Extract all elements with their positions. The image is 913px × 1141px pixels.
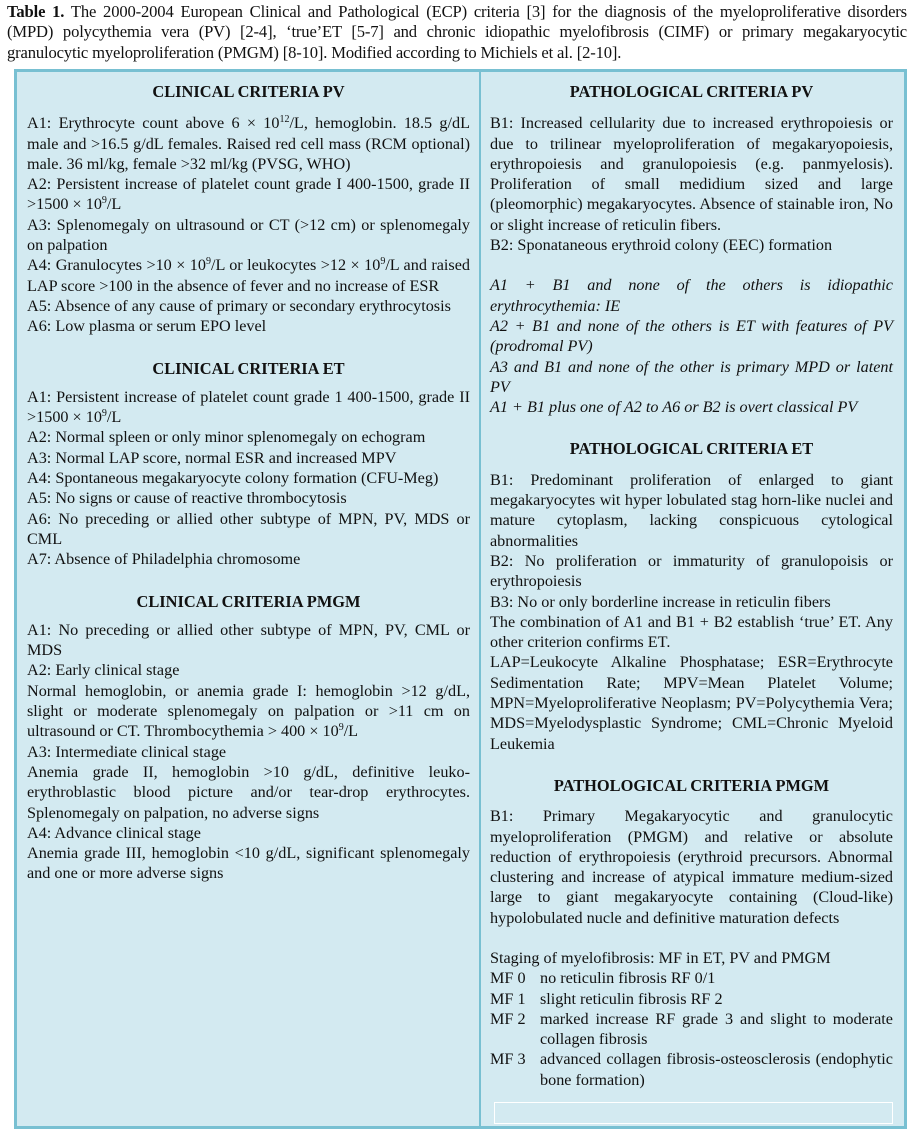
criterion-item — [27, 468, 470, 488]
pv-rule-4: A1 + B1 plus one of A2 to A6 or B2 is overt classical PV — [490, 398, 858, 417]
criterion-text: /L, hemoglobin. 18.5 g/dL male and >16.5 g/dL females. Raised red cell mass (RCM optional) male. 36 ml/kg, female >32 ml/kg (PVSG, WHO) — [27, 114, 471, 173]
exponent: 9 — [101, 408, 107, 420]
pathological-pv-b2: B2: Sponataneous erythroid colony (EEC) formation — [490, 236, 833, 255]
exponent: 12 — [279, 114, 290, 126]
criterion-item — [27, 660, 470, 680]
staging-code: MF 3 — [490, 1050, 526, 1069]
section-title-pathological-et: PATHOLOGICAL CRITERIA ET — [569, 439, 814, 459]
criterion-text: /L and raised LAP score >100 in the absence of fever and no increase of ESR — [27, 256, 470, 295]
criterion-text: A5: Absence of any cause of primary or secondary erythrocytosis — [27, 296, 451, 315]
pathological-pmgm-b1: B1: Primary Megakaryocytic and granulocytic myeloproliferation (PMGM) and relative or absolute reduction of erythropoiesis (erythroid precursors. Abnormal clustering and increase of atypical immature medium-sized large to giant megakaryocyte containing (Cloud-like) hypolobulated nucle and definitive maturation defects — [490, 807, 893, 927]
criterion-text: A4: Spontaneous megakaryocyte colony formation (CFU-Meg) — [27, 469, 439, 488]
staging-text: advanced collagen fibrosis-osteosclerosis (endophytic bone formation) — [540, 1050, 893, 1089]
criterion-item — [27, 681, 470, 742]
criterion-item — [27, 427, 470, 447]
exponent: 9 — [338, 722, 344, 734]
pathological-et-b2: B2: No proliferation or immaturity of granulopoisis or erythropoiesis — [490, 551, 893, 591]
criterion-item — [27, 620, 470, 661]
criterion-item — [27, 843, 470, 884]
criterion-text: A6: Low plasma or serum EPO level — [27, 317, 267, 336]
section-title-clinical-pv: CLINICAL CRITERIA PV — [152, 82, 345, 101]
criteria-table — [14, 69, 907, 1129]
staging-code: MF 1 — [490, 989, 526, 1008]
staging-row — [490, 1049, 893, 1090]
criterion-text: A5: No signs or cause of reactive thrombocytosis — [27, 489, 347, 508]
criterion-text: A3: Intermediate clinical stage — [27, 742, 227, 761]
section-title-clinical-et: CLINICAL CRITERIA ET — [152, 358, 345, 378]
staging-code: MF 0 — [490, 969, 526, 988]
criterion-item — [27, 488, 470, 508]
criterion-text: A1: Erythrocyte count above 6 × 10 — [27, 114, 280, 133]
criterion-text: /L — [106, 408, 122, 427]
pathological-et-b1: B1: Predominant proliferation of enlarged to giant megakaryocytes wit hyper lobulated stag horn-like nuclei and mature cytoplasm, lacking conspicuous cytological abnormalities — [490, 470, 893, 550]
et-combination-note: The combination of A1 and B1 + B2 establish ‘true’ ET. Any other criterion confirms ET. — [490, 612, 893, 652]
criterion-text: /L — [343, 722, 359, 741]
pathological-pv-b1: B1: Increased cellularity due to increased erythropoiesis or due to trilinear myeloproliferation of megakaryopoiesis, erythropoiesis and granulopoiesis (e.g. panmyelosis). Proliferation of small medidium sized and large (pleomorphic) megakaryocytes. Absence of stainable iron, No or slight increase of reticulin fibers. — [490, 114, 893, 234]
criterion-text: A6: No preceding or allied other subtype of MPN, PV, MDS or CML — [27, 509, 470, 548]
criterion-text: /L or leukocytes >12 × 10 — [210, 256, 381, 275]
criterion-text: A2: Persistent increase of platelet count grade I 400-1500, grade II >1500 × 10 — [27, 175, 470, 214]
criterion-item — [27, 296, 470, 316]
criterion-text: A4: Granulocytes >10 × 10 — [27, 256, 206, 275]
criterion-item — [27, 387, 470, 428]
clinical-et-list — [27, 387, 470, 570]
criterion-text: Normal hemoglobin, or anemia grade I: hemoglobin >12 g/dL, slight or moderate splenomegaly on palpation or >11 cm on ultrasound or CT. Thrombocythemia > 400 × 10 — [27, 681, 470, 741]
exponent: 9 — [205, 256, 211, 268]
criterion-item — [27, 174, 470, 215]
staging-title: Staging of myelofibrosis: MF in ET, PV and PMGM — [490, 948, 831, 967]
pv-rule-3: A3 and B1 and none of the other is primary MPD or latent PV — [490, 357, 893, 396]
criterion-text: A1: Persistent increase of platelet count grade 1 400-1500, grade II >1500 × 10 — [27, 387, 470, 427]
staging-row — [490, 989, 893, 1009]
clinical-pmgm-list — [27, 620, 470, 884]
criterion-item — [27, 255, 470, 296]
table-caption — [7, 2, 907, 63]
staging-row — [490, 968, 893, 988]
criterion-item — [27, 215, 470, 256]
pathological-et-b3: B3: No or only borderline increase in reticulin fibers — [490, 592, 831, 611]
pv-rule-1: A1 + B1 and none of the others is idiopathic erythrocythemia: IE — [490, 276, 893, 315]
section-title-clinical-pmgm: CLINICAL CRITERIA PMGM — [136, 591, 361, 611]
staging-text: no reticulin fibrosis RF 0/1 — [540, 969, 716, 988]
criterion-item — [27, 113, 470, 174]
exponent: 9 — [380, 256, 386, 268]
criterion-text: A2: Early clinical stage — [27, 661, 180, 680]
exponent: 9 — [101, 195, 107, 207]
criterion-item — [27, 762, 470, 823]
section-title-pathological-pv: PATHOLOGICAL CRITERIA PV — [569, 82, 814, 101]
abbreviations-note: LAP=Leukocyte Alkaline Phosphatase; ESR=Erythrocyte Sedimentation Rate; MPV=Mean Platelet Volume; MPN=Myeloproliferative Neoplasm; PV=Polycythemia Vera; MDS=Myelodysplastic Syndrome; CML=Chronic Myeloid Leukemia — [490, 653, 893, 753]
clinical-pv-list — [27, 113, 470, 336]
section-title-pathological-pmgm: PATHOLOGICAL CRITERIA PMGM — [553, 775, 830, 795]
criterion-text: /L — [106, 195, 122, 214]
criterion-text: A1: No preceding or allied other subtype of MPN, PV, CML or MDS — [27, 620, 470, 660]
criterion-text: A2: Normal spleen or only minor splenomegaly on echogram — [27, 428, 426, 447]
column-divider — [479, 72, 481, 1126]
criterion-item — [27, 742, 470, 762]
staging-code: MF 2 — [490, 1009, 526, 1028]
criterion-text: A4: Advance clinical stage — [27, 823, 201, 842]
criterion-item — [27, 509, 470, 550]
criterion-text: A3: Normal LAP score, normal ESR and increased MPV — [27, 448, 397, 467]
staging-text: marked increase RF grade 3 and slight to moderate collagen fibrosis — [540, 1009, 893, 1049]
caption-label: Table 1. — [7, 2, 65, 21]
criterion-item — [27, 549, 470, 569]
staging-text: slight reticulin fibrosis RF 2 — [540, 989, 723, 1008]
criterion-item — [27, 316, 470, 336]
staging-list — [490, 968, 893, 1090]
pathological-criteria-column — [490, 72, 893, 1090]
criterion-text: Anemia grade II, hemoglobin >10 g/dL, definitive leuko-erythroblastic blood picture and/or tear-drop erythrocytes. Splenomegaly on palpation, no adverse signs — [27, 762, 470, 822]
clinical-criteria-column — [27, 72, 470, 884]
empty-cell — [494, 1102, 893, 1124]
criterion-text: A7: Absence of Philadelphia chromosome — [27, 550, 301, 569]
criterion-item — [27, 448, 470, 468]
criterion-item — [27, 823, 470, 843]
caption-text: The 2000-2004 European Clinical and Pathological (ECP) criteria [3] for the diagnosis of the myeloproliferative disorders (MPD) polycythemia vera (PV) [2-4], ‘true’ET [5-7] and chronic idiopathic myelofibrosis (CIMF) or primary megakaryocytic granulocytic myeloproliferation (PMGM) [8-10]. Modified according to Michiels et al. [2-10]. — [7, 2, 907, 62]
pv-rule-2: A2 + B1 and none of the others is ET with features of PV (prodromal PV) — [490, 316, 893, 356]
criterion-text: A3: Splenomegaly on ultrasound or CT (>12 cm) or splenomegaly on palpation — [27, 215, 470, 255]
staging-row — [490, 1009, 893, 1050]
criterion-text: Anemia grade III, hemoglobin <10 g/dL, significant splenomegaly and one or more adverse signs — [27, 844, 470, 883]
